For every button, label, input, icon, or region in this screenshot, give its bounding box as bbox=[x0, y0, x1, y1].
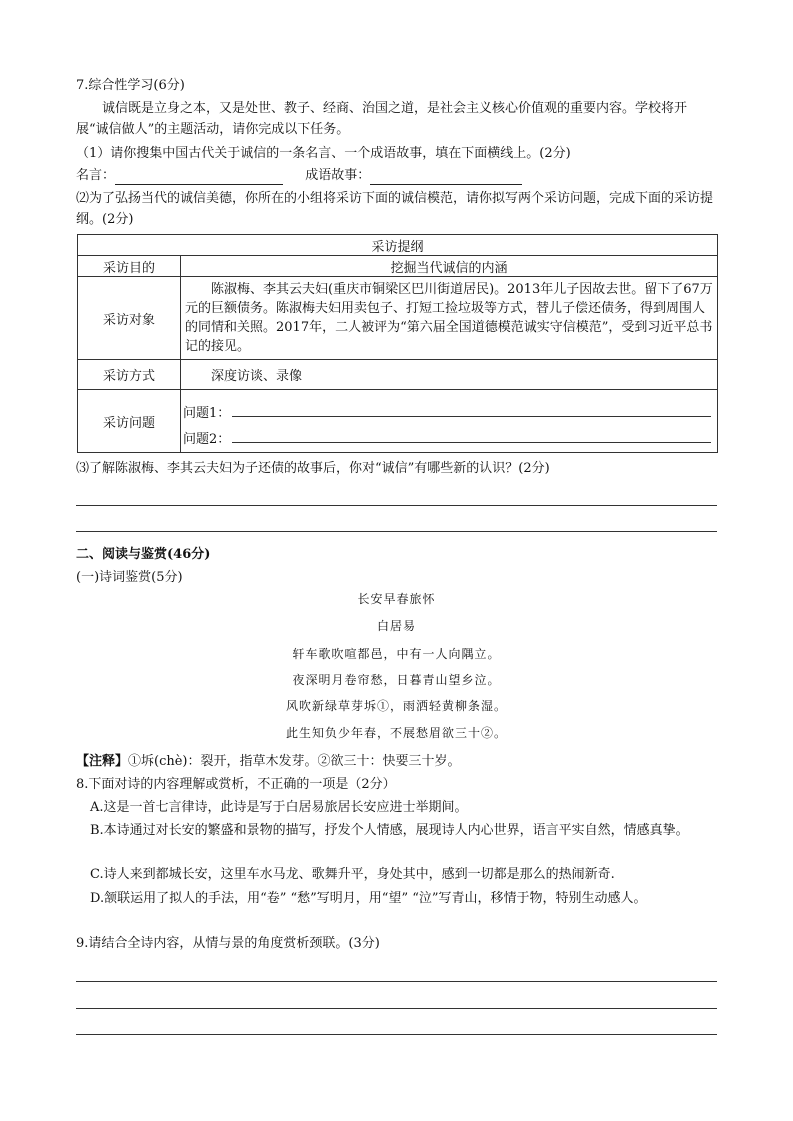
idiom-label: 成语故事： bbox=[305, 168, 371, 183]
poem-line-1: 轩车歌吹喧都邑，中有一人向隅立。 bbox=[292, 647, 501, 661]
q7-answer-line-1[interactable] bbox=[76, 505, 717, 506]
q7-heading: 7.综合性学习(6分) bbox=[76, 78, 185, 93]
q7-answer-row bbox=[76, 166, 522, 185]
question1-row[interactable] bbox=[183, 395, 711, 421]
q9-answer-line-1[interactable] bbox=[76, 981, 717, 982]
questions-label: 采访问题 bbox=[78, 390, 181, 453]
poem-line-2: 夜深明月卷帘愁，日暮青山望乡泣。 bbox=[292, 673, 501, 687]
q8-option-d[interactable]: D.颔联运用了拟人的手法，用“卷” “愁”写明月，用“望” “泣”写青山，移情于物，特别生动感人。 bbox=[90, 891, 647, 906]
question2-row[interactable] bbox=[183, 421, 711, 447]
note-text: ①坼(chè)：裂开，指草木发芽。②欲三十：快要三十岁。 bbox=[128, 754, 461, 769]
question2-answer-line[interactable] bbox=[232, 442, 711, 443]
note-label: 【注释】 bbox=[76, 754, 129, 769]
method-value: 深度访谈、录像 bbox=[181, 360, 718, 390]
poem-line-3: 风吹新绿草芽坼①，雨洒轻黄柳条湿。 bbox=[285, 699, 507, 713]
poem-note bbox=[76, 752, 461, 771]
idiom-answer-line[interactable] bbox=[370, 170, 522, 185]
subject-value: 陈淑梅、李其云夫妇(重庆市铜梁区巴川街道居民)。2013年儿子因故去世。留下了67万元的巨额债务。陈淑梅夫妇用卖包子、打短工捡垃圾等方式，替儿子偿还债务，得到周围人的同情和关照。2017年，二人被评为“第六届全国道德模范诚实守信模范”，受到习近平总书记的接见。 bbox=[181, 277, 718, 360]
poem-line-4: 此生知负少年春，不展愁眉欲三十②。 bbox=[285, 726, 507, 740]
q9-stem: 9.请结合全诗内容，从情与景的角度赏析颈联。(3分) bbox=[76, 936, 380, 951]
question2-label: 问题2： bbox=[183, 432, 231, 447]
subject-label: 采访对象 bbox=[78, 277, 181, 360]
q8-option-c[interactable]: C.诗人来到都城长安，这里车水马龙、歌舞升平，身处其中，感到一切都是那么的热闹新奇. bbox=[90, 867, 615, 882]
outline-title: 采访提纲 bbox=[78, 235, 718, 256]
question1-label: 问题1： bbox=[183, 406, 231, 421]
method-label: 采访方式 bbox=[78, 360, 181, 390]
q8-option-a[interactable]: A.这是一首七言律诗，此诗是写于白居易旅居长安应进士举期间。 bbox=[90, 800, 468, 815]
quote-answer-line[interactable] bbox=[115, 170, 283, 185]
interview-outline-table bbox=[77, 234, 718, 453]
section2-part1: (一)诗词鉴赏(5分) bbox=[76, 570, 183, 585]
poem-author: 白居易 bbox=[376, 619, 416, 633]
quote-label: 名言： bbox=[76, 168, 116, 183]
question1-answer-line[interactable] bbox=[232, 416, 711, 417]
purpose-value: 挖掘当代诚信的内涵 bbox=[181, 256, 718, 277]
q7-intro: 诚信既是立身之本，又是处世、教子、经商、治国之道，是社会主义核心价值观的重要内容。学校将开展“诚信做人”的主题活动，请你完成以下任务。 bbox=[76, 101, 688, 137]
questions-cell bbox=[181, 390, 718, 453]
q9-answer-line-2[interactable] bbox=[76, 1008, 717, 1009]
q7-answer-line-2[interactable] bbox=[76, 531, 717, 532]
q9-answer-line-3[interactable] bbox=[76, 1034, 717, 1035]
purpose-label: 采访目的 bbox=[78, 256, 181, 277]
q7-sub1: （1）请你搜集中国古代关于诚信的一条名言、一个成语故事，填在下面横线上。(2分) bbox=[76, 146, 571, 161]
q8-option-b[interactable]: B.本诗通过对长安的繁盛和景物的描写，抒发个人情感，展现诗人内心世界，语言平实自然，情感真挚。 bbox=[90, 823, 689, 838]
q8-stem: 8.下面对诗的内容理解或赏析，不正确的一项是（2分） bbox=[76, 777, 396, 792]
section2-heading: 二、阅读与鉴赏(46分) bbox=[76, 547, 211, 562]
q7-sub2: ⑵为了弘扬当代的诚信美德，你所在的小组将采访下面的诚信模范，请你拟写两个采访问题，完成下面的采访提纲。(2分) bbox=[76, 191, 714, 227]
q7-sub3: ⑶了解陈淑梅、李其云夫妇为子还债的故事后，你对“诚信”有哪些新的认识？(2分) bbox=[76, 461, 550, 476]
poem-title: 长安早春旅怀 bbox=[357, 592, 436, 606]
